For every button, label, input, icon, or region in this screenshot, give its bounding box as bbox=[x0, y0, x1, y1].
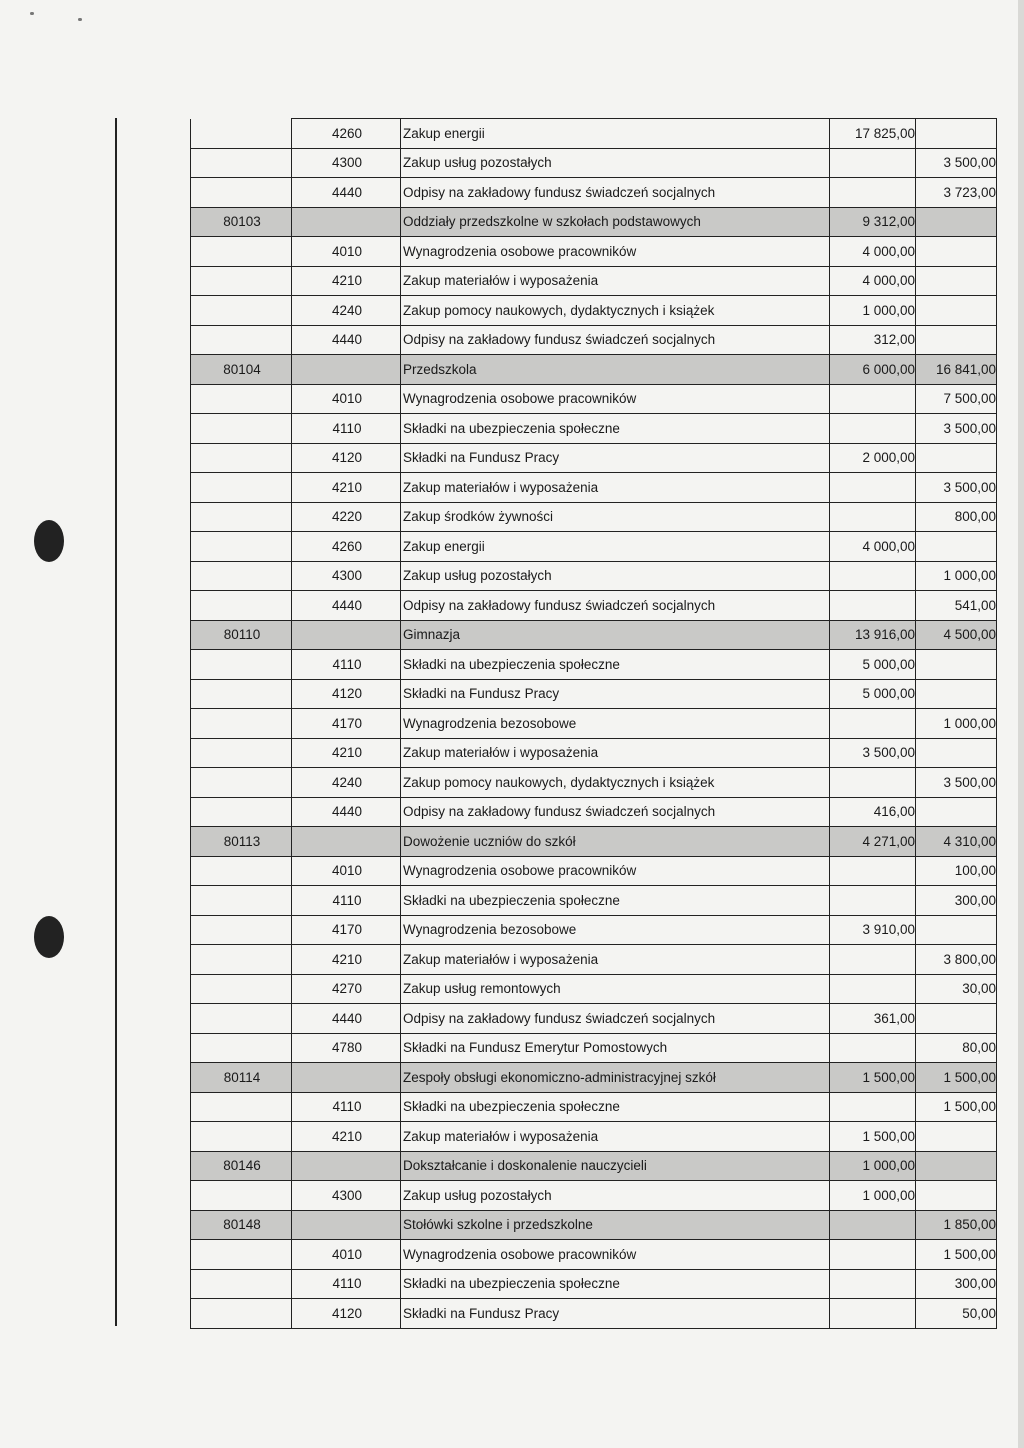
paragraph-code-cell: 4220 bbox=[292, 502, 401, 532]
increase-amount-cell: 1 000,00 bbox=[916, 709, 997, 739]
table-row bbox=[191, 148, 997, 178]
section-code-cell bbox=[191, 237, 292, 267]
increase-amount-cell: 3 800,00 bbox=[916, 945, 997, 975]
description-cell: Zakup usług pozostałych bbox=[401, 1181, 830, 1211]
decrease-amount-cell: 1 500,00 bbox=[830, 1063, 916, 1093]
table-row bbox=[191, 974, 997, 1004]
description-cell: Odpisy na zakładowy fundusz świadczeń socjalnych bbox=[401, 178, 830, 208]
punch-hole-lower bbox=[34, 916, 64, 958]
budget-table-body bbox=[191, 119, 997, 1329]
increase-amount-cell: 1 500,00 bbox=[916, 1240, 997, 1270]
section-code-cell bbox=[191, 325, 292, 355]
section-code-cell bbox=[191, 797, 292, 827]
description-cell: Wynagrodzenia bezosobowe bbox=[401, 709, 830, 739]
decrease-amount-cell bbox=[830, 1269, 916, 1299]
section-code-cell bbox=[191, 1122, 292, 1152]
decrease-amount-cell bbox=[830, 561, 916, 591]
increase-amount-cell: 1 000,00 bbox=[916, 561, 997, 591]
decrease-amount-cell: 17 825,00 bbox=[830, 119, 916, 149]
decrease-amount-cell: 6 000,00 bbox=[830, 355, 916, 385]
section-code-cell: 80103 bbox=[191, 207, 292, 237]
table-row bbox=[191, 679, 997, 709]
paragraph-code-cell: 4440 bbox=[292, 1004, 401, 1034]
section-code-cell bbox=[191, 414, 292, 444]
description-cell: Wynagrodzenia osobowe pracowników bbox=[401, 1240, 830, 1270]
decrease-amount-cell: 1 000,00 bbox=[830, 1181, 916, 1211]
description-cell: Zakup usług remontowych bbox=[401, 974, 830, 1004]
increase-amount-cell: 1 850,00 bbox=[916, 1210, 997, 1240]
section-code-cell bbox=[191, 178, 292, 208]
decrease-amount-cell bbox=[830, 591, 916, 621]
description-cell: Zakup środków żywności bbox=[401, 502, 830, 532]
section-code-cell bbox=[191, 148, 292, 178]
increase-amount-cell: 30,00 bbox=[916, 974, 997, 1004]
section-row bbox=[191, 1063, 997, 1093]
decrease-amount-cell: 312,00 bbox=[830, 325, 916, 355]
increase-amount-cell: 80,00 bbox=[916, 1033, 997, 1063]
increase-amount-cell: 300,00 bbox=[916, 1269, 997, 1299]
increase-amount-cell: 800,00 bbox=[916, 502, 997, 532]
paragraph-code-cell: 4010 bbox=[292, 856, 401, 886]
description-cell: Zakup materiałów i wyposażenia bbox=[401, 266, 830, 296]
section-code-cell: 80110 bbox=[191, 620, 292, 650]
budget-table bbox=[190, 118, 997, 1329]
section-code-cell bbox=[191, 561, 292, 591]
decrease-amount-cell bbox=[830, 886, 916, 916]
description-cell: Zakup pomocy naukowych, dydaktycznych i książek bbox=[401, 296, 830, 326]
section-code-cell bbox=[191, 296, 292, 326]
increase-amount-cell: 3 723,00 bbox=[916, 178, 997, 208]
decrease-amount-cell: 4 000,00 bbox=[830, 237, 916, 267]
table-row bbox=[191, 266, 997, 296]
decrease-amount-cell bbox=[830, 768, 916, 798]
decrease-amount-cell bbox=[830, 709, 916, 739]
paragraph-code-cell: 4440 bbox=[292, 591, 401, 621]
description-cell: Składki na ubezpieczenia społeczne bbox=[401, 1269, 830, 1299]
table-row bbox=[191, 296, 997, 326]
paragraph-code-cell: 4110 bbox=[292, 1269, 401, 1299]
increase-amount-cell bbox=[916, 237, 997, 267]
increase-amount-cell: 3 500,00 bbox=[916, 148, 997, 178]
section-code-cell bbox=[191, 679, 292, 709]
table-row bbox=[191, 1240, 997, 1270]
description-cell: Wynagrodzenia osobowe pracowników bbox=[401, 237, 830, 267]
description-cell: Dokształcanie i doskonalenie nauczycieli bbox=[401, 1151, 830, 1181]
section-code-cell bbox=[191, 1240, 292, 1270]
description-cell: Wynagrodzenia bezosobowe bbox=[401, 915, 830, 945]
table-row bbox=[191, 886, 997, 916]
section-code-cell bbox=[191, 1092, 292, 1122]
increase-amount-cell: 4 500,00 bbox=[916, 620, 997, 650]
description-cell: Gimnazja bbox=[401, 620, 830, 650]
paragraph-code-cell: 4110 bbox=[292, 650, 401, 680]
section-code-cell bbox=[191, 384, 292, 414]
section-code-cell bbox=[191, 473, 292, 503]
paragraph-code-cell: 4440 bbox=[292, 325, 401, 355]
description-cell: Zakup materiałów i wyposażenia bbox=[401, 1122, 830, 1152]
paragraph-code-cell: 4210 bbox=[292, 945, 401, 975]
paragraph-code-cell bbox=[292, 207, 401, 237]
description-cell: Stołówki szkolne i przedszkolne bbox=[401, 1210, 830, 1240]
description-cell: Zakup usług pozostałych bbox=[401, 148, 830, 178]
increase-amount-cell bbox=[916, 915, 997, 945]
paragraph-code-cell: 4440 bbox=[292, 178, 401, 208]
section-code-cell bbox=[191, 443, 292, 473]
section-row bbox=[191, 1210, 997, 1240]
decrease-amount-cell: 5 000,00 bbox=[830, 650, 916, 680]
decrease-amount-cell bbox=[830, 384, 916, 414]
scan-speck bbox=[78, 18, 82, 21]
description-cell: Zakup usług pozostałych bbox=[401, 561, 830, 591]
description-cell: Zakup materiałów i wyposażenia bbox=[401, 473, 830, 503]
description-cell: Zakup materiałów i wyposażenia bbox=[401, 738, 830, 768]
description-cell: Składki na Fundusz Emerytur Pomostowych bbox=[401, 1033, 830, 1063]
table-row bbox=[191, 384, 997, 414]
increase-amount-cell: 1 500,00 bbox=[916, 1092, 997, 1122]
section-code-cell bbox=[191, 1033, 292, 1063]
paragraph-code-cell: 4110 bbox=[292, 414, 401, 444]
paragraph-code-cell: 4170 bbox=[292, 915, 401, 945]
paragraph-code-cell: 4300 bbox=[292, 1181, 401, 1211]
decrease-amount-cell: 4 000,00 bbox=[830, 266, 916, 296]
description-cell: Przedszkola bbox=[401, 355, 830, 385]
decrease-amount-cell: 5 000,00 bbox=[830, 679, 916, 709]
increase-amount-cell bbox=[916, 266, 997, 296]
section-code-cell: 80148 bbox=[191, 1210, 292, 1240]
increase-amount-cell bbox=[916, 1004, 997, 1034]
paragraph-code-cell: 4120 bbox=[292, 1299, 401, 1329]
increase-amount-cell: 16 841,00 bbox=[916, 355, 997, 385]
description-cell: Składki na Fundusz Pracy bbox=[401, 443, 830, 473]
section-row bbox=[191, 620, 997, 650]
section-code-cell bbox=[191, 709, 292, 739]
section-row bbox=[191, 827, 997, 857]
paragraph-code-cell: 4210 bbox=[292, 738, 401, 768]
increase-amount-cell bbox=[916, 797, 997, 827]
decrease-amount-cell bbox=[830, 1092, 916, 1122]
paragraph-code-cell: 4260 bbox=[292, 532, 401, 562]
description-cell: Składki na ubezpieczenia społeczne bbox=[401, 1092, 830, 1122]
table-row bbox=[191, 768, 997, 798]
decrease-amount-cell bbox=[830, 148, 916, 178]
increase-amount-cell bbox=[916, 119, 997, 149]
paragraph-code-cell: 4440 bbox=[292, 797, 401, 827]
section-row bbox=[191, 355, 997, 385]
table-row bbox=[191, 709, 997, 739]
decrease-amount-cell bbox=[830, 974, 916, 1004]
page-edge bbox=[1018, 0, 1024, 1448]
paragraph-code-cell: 4300 bbox=[292, 148, 401, 178]
paragraph-code-cell: 4110 bbox=[292, 886, 401, 916]
scan-speck bbox=[30, 12, 34, 15]
increase-amount-cell bbox=[916, 679, 997, 709]
paragraph-code-cell: 4210 bbox=[292, 1122, 401, 1152]
decrease-amount-cell: 2 000,00 bbox=[830, 443, 916, 473]
section-code-cell bbox=[191, 768, 292, 798]
decrease-amount-cell bbox=[830, 1299, 916, 1329]
description-cell: Zakup materiałów i wyposażenia bbox=[401, 945, 830, 975]
paragraph-code-cell: 4010 bbox=[292, 1240, 401, 1270]
description-cell: Składki na ubezpieczenia społeczne bbox=[401, 650, 830, 680]
increase-amount-cell bbox=[916, 738, 997, 768]
increase-amount-cell: 100,00 bbox=[916, 856, 997, 886]
description-cell: Zakup energii bbox=[401, 532, 830, 562]
increase-amount-cell: 1 500,00 bbox=[916, 1063, 997, 1093]
decrease-amount-cell bbox=[830, 1210, 916, 1240]
description-cell: Zespoły obsługi ekonomiczno-administracyjnej szkół bbox=[401, 1063, 830, 1093]
table-row bbox=[191, 1181, 997, 1211]
section-code-cell bbox=[191, 1004, 292, 1034]
table-row bbox=[191, 178, 997, 208]
table-row bbox=[191, 561, 997, 591]
table-row bbox=[191, 797, 997, 827]
decrease-amount-cell: 9 312,00 bbox=[830, 207, 916, 237]
paragraph-code-cell: 4010 bbox=[292, 237, 401, 267]
section-code-cell bbox=[191, 738, 292, 768]
decrease-amount-cell bbox=[830, 414, 916, 444]
increase-amount-cell: 3 500,00 bbox=[916, 768, 997, 798]
section-code-cell bbox=[191, 945, 292, 975]
section-row bbox=[191, 1151, 997, 1181]
decrease-amount-cell: 361,00 bbox=[830, 1004, 916, 1034]
increase-amount-cell: 4 310,00 bbox=[916, 827, 997, 857]
paragraph-code-cell bbox=[292, 1210, 401, 1240]
table-row bbox=[191, 591, 997, 621]
description-cell: Zakup pomocy naukowych, dydaktycznych i książek bbox=[401, 768, 830, 798]
section-code-cell bbox=[191, 1269, 292, 1299]
increase-amount-cell bbox=[916, 1181, 997, 1211]
paragraph-code-cell: 4210 bbox=[292, 473, 401, 503]
description-cell: Składki na Fundusz Pracy bbox=[401, 1299, 830, 1329]
table-row bbox=[191, 1299, 997, 1329]
section-code-cell bbox=[191, 974, 292, 1004]
decrease-amount-cell bbox=[830, 178, 916, 208]
section-code-cell: 80104 bbox=[191, 355, 292, 385]
section-code-cell: 80113 bbox=[191, 827, 292, 857]
table-row bbox=[191, 325, 997, 355]
paragraph-code-cell: 4780 bbox=[292, 1033, 401, 1063]
table-row bbox=[191, 1269, 997, 1299]
description-cell: Odpisy na zakładowy fundusz świadczeń socjalnych bbox=[401, 325, 830, 355]
punch-hole-upper bbox=[34, 520, 64, 562]
increase-amount-cell: 300,00 bbox=[916, 886, 997, 916]
increase-amount-cell bbox=[916, 296, 997, 326]
increase-amount-cell: 50,00 bbox=[916, 1299, 997, 1329]
description-cell: Zakup energii bbox=[401, 119, 830, 149]
table-row bbox=[191, 502, 997, 532]
paragraph-code-cell bbox=[292, 1063, 401, 1093]
paragraph-code-cell bbox=[292, 827, 401, 857]
decrease-amount-cell bbox=[830, 473, 916, 503]
description-cell: Oddziały przedszkolne w szkołach podstawowych bbox=[401, 207, 830, 237]
decrease-amount-cell bbox=[830, 856, 916, 886]
decrease-amount-cell bbox=[830, 945, 916, 975]
paragraph-code-cell: 4240 bbox=[292, 768, 401, 798]
decrease-amount-cell: 1 000,00 bbox=[830, 296, 916, 326]
table-row bbox=[191, 650, 997, 680]
table-row bbox=[191, 915, 997, 945]
increase-amount-cell bbox=[916, 1122, 997, 1152]
section-code-cell bbox=[191, 886, 292, 916]
table-row bbox=[191, 738, 997, 768]
description-cell: Składki na ubezpieczenia społeczne bbox=[401, 886, 830, 916]
table-row bbox=[191, 1033, 997, 1063]
paragraph-code-cell bbox=[292, 355, 401, 385]
section-code-cell: 80146 bbox=[191, 1151, 292, 1181]
section-code-cell bbox=[191, 650, 292, 680]
table-row bbox=[191, 443, 997, 473]
paragraph-code-cell: 4110 bbox=[292, 1092, 401, 1122]
section-code-cell bbox=[191, 915, 292, 945]
paragraph-code-cell: 4270 bbox=[292, 974, 401, 1004]
paragraph-code-cell bbox=[292, 620, 401, 650]
description-cell: Składki na Fundusz Pracy bbox=[401, 679, 830, 709]
table-row bbox=[191, 414, 997, 444]
margin-line bbox=[115, 118, 117, 1326]
table-row bbox=[191, 945, 997, 975]
decrease-amount-cell: 416,00 bbox=[830, 797, 916, 827]
section-code-cell bbox=[191, 502, 292, 532]
section-code-cell bbox=[191, 266, 292, 296]
increase-amount-cell: 541,00 bbox=[916, 591, 997, 621]
description-cell: Odpisy na zakładowy fundusz świadczeń socjalnych bbox=[401, 1004, 830, 1034]
section-row bbox=[191, 207, 997, 237]
paragraph-code-cell: 4260 bbox=[292, 119, 401, 149]
increase-amount-cell: 3 500,00 bbox=[916, 473, 997, 503]
table-row bbox=[191, 473, 997, 503]
increase-amount-cell: 3 500,00 bbox=[916, 414, 997, 444]
paragraph-code-cell: 4120 bbox=[292, 443, 401, 473]
section-code-cell: 80114 bbox=[191, 1063, 292, 1093]
description-cell: Odpisy na zakładowy fundusz świadczeń socjalnych bbox=[401, 591, 830, 621]
table-row bbox=[191, 237, 997, 267]
section-code-cell bbox=[191, 856, 292, 886]
decrease-amount-cell: 1 500,00 bbox=[830, 1122, 916, 1152]
paragraph-code-cell: 4210 bbox=[292, 266, 401, 296]
increase-amount-cell bbox=[916, 1151, 997, 1181]
section-code-cell bbox=[191, 532, 292, 562]
table-row bbox=[191, 1004, 997, 1034]
decrease-amount-cell bbox=[830, 1240, 916, 1270]
section-code-cell bbox=[191, 591, 292, 621]
increase-amount-cell bbox=[916, 325, 997, 355]
section-code-cell bbox=[191, 1299, 292, 1329]
section-code-cell bbox=[191, 1181, 292, 1211]
description-cell: Dowożenie uczniów do szkół bbox=[401, 827, 830, 857]
paragraph-code-cell: 4010 bbox=[292, 384, 401, 414]
table-row bbox=[191, 1122, 997, 1152]
decrease-amount-cell: 1 000,00 bbox=[830, 1151, 916, 1181]
increase-amount-cell bbox=[916, 443, 997, 473]
description-cell: Składki na ubezpieczenia społeczne bbox=[401, 414, 830, 444]
description-cell: Wynagrodzenia osobowe pracowników bbox=[401, 856, 830, 886]
increase-amount-cell bbox=[916, 207, 997, 237]
paragraph-code-cell: 4300 bbox=[292, 561, 401, 591]
description-cell: Odpisy na zakładowy fundusz świadczeń socjalnych bbox=[401, 797, 830, 827]
table-row bbox=[191, 532, 997, 562]
increase-amount-cell bbox=[916, 532, 997, 562]
increase-amount-cell: 7 500,00 bbox=[916, 384, 997, 414]
decrease-amount-cell: 3 500,00 bbox=[830, 738, 916, 768]
decrease-amount-cell bbox=[830, 502, 916, 532]
increase-amount-cell bbox=[916, 650, 997, 680]
decrease-amount-cell: 3 910,00 bbox=[830, 915, 916, 945]
paragraph-code-cell: 4120 bbox=[292, 679, 401, 709]
description-cell: Wynagrodzenia osobowe pracowników bbox=[401, 384, 830, 414]
paragraph-code-cell: 4240 bbox=[292, 296, 401, 326]
decrease-amount-cell bbox=[830, 1033, 916, 1063]
table-row bbox=[191, 1092, 997, 1122]
section-code-cell bbox=[191, 119, 292, 149]
decrease-amount-cell: 13 916,00 bbox=[830, 620, 916, 650]
paragraph-code-cell: 4170 bbox=[292, 709, 401, 739]
decrease-amount-cell: 4 271,00 bbox=[830, 827, 916, 857]
table-row bbox=[191, 856, 997, 886]
table-row bbox=[191, 119, 997, 149]
paragraph-code-cell bbox=[292, 1151, 401, 1181]
decrease-amount-cell: 4 000,00 bbox=[830, 532, 916, 562]
